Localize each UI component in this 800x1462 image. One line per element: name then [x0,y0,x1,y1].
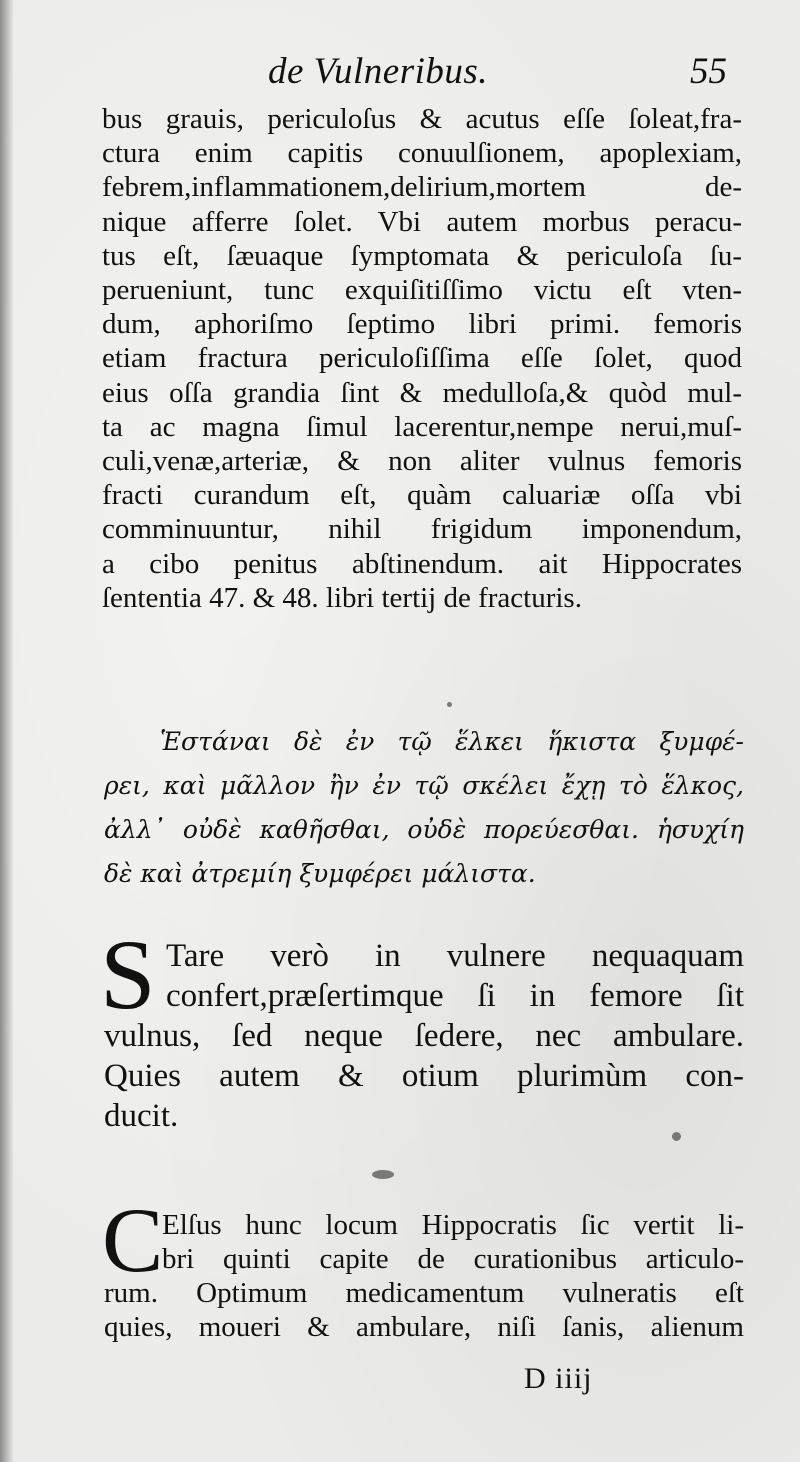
page-number: 55 [690,51,727,92]
text-line: perueniunt, tunc exquiſitiſſimo victu eſt vten- [102,274,742,307]
signature-mark: D iiij [524,1362,593,1395]
dropcap-c: C [102,1189,164,1291]
text-line: Tare verò in vulnere nequaquam [166,938,744,974]
text-line: febrem,inflammationem,delirium,mortem de- [102,171,742,204]
text-line: dum, aphoriſmo ſeptimo libri primi. femoris [102,308,742,341]
paragraph-1 [102,102,742,615]
page-gutter-shadow [0,0,14,1462]
dropcap-s: S [100,919,156,1030]
text-line: ta ac magna ſimul lacerentur,nempe nerui,muſ- [102,410,742,443]
ink-blot [672,1132,681,1141]
text-line: quies, moueri & ambulare, niſi ſanis, alienum [104,1311,744,1343]
page-header [0,50,800,100]
text-line: bus grauis, periculoſus & acutus eſſe ſoleat,fra- [102,103,742,135]
text-line: rum. Optimum medicamentum vulneratis eſt [104,1277,744,1309]
ink-blot [372,1170,394,1179]
text-line: nique afferre ſolet. Vbi autem morbus peracu- [102,205,742,238]
text-line: comminuuntur, nihil frigidum imponendum, [102,513,742,546]
text-line: fracti curandum eſt, quàm caluariæ oſſa vbi [102,479,742,512]
text-line: etiam fractura periculoſiſſima eſſe ſolet, quod [102,342,742,375]
text-line: Quies autem & otium plurimùm con- [104,1058,744,1094]
greek-quotation [104,720,744,896]
ink-blot [447,702,452,707]
running-title: de Vulneribus. [268,51,489,92]
greek-line: Ἑστάναι δὲ ἐν τῷ ἕλκει ἥκιστα ξυμφέ- [160,727,744,756]
latin-translation [104,936,744,1136]
greek-line: ρει, καὶ μᾶλλον ἢν ἐν τῷ σκέλει ἔχῃ τὸ ἕλκος, [104,771,744,800]
text-line: ctura enim capitis conuulſionem, apoplexiam, [102,137,742,170]
text-line: a cibo penitus abſtinendum. ait Hippocrates [102,547,742,580]
text-line: bri quinti capite de curationibus articulo- [162,1243,744,1275]
text-line: ducit. [104,1098,179,1134]
text-line: tus eſt, ſæuaque ſymptomata & periculoſa ſu- [102,239,742,272]
greek-line: ἀλλ᾽ οὐδὲ καθῆσθαι, οὐδὲ πορεύεσθαι. ἡσυχίη [104,815,744,844]
text-line: Elſus hunc locum Hippocratis ſic vertit li- [162,1209,744,1241]
celsus-paragraph [104,1208,744,1344]
text-line: culi,venæ,arteriæ, & non aliter vulnus femoris [102,445,742,478]
text-line: ſententia 47. & 48. libri tertij de fracturis. [102,581,582,614]
text-line: confert,præſertimque ſi in femore ſit [166,978,744,1014]
greek-line: δὲ καὶ ἀτρεμίη ξυμφέρει μάλιστα. [104,859,536,888]
text-line: eius oſſa grandia ſint & medulloſa,& quòd mul- [102,376,742,409]
text-line: vulnus, ſed neque ſedere, nec ambulare. [104,1018,744,1054]
